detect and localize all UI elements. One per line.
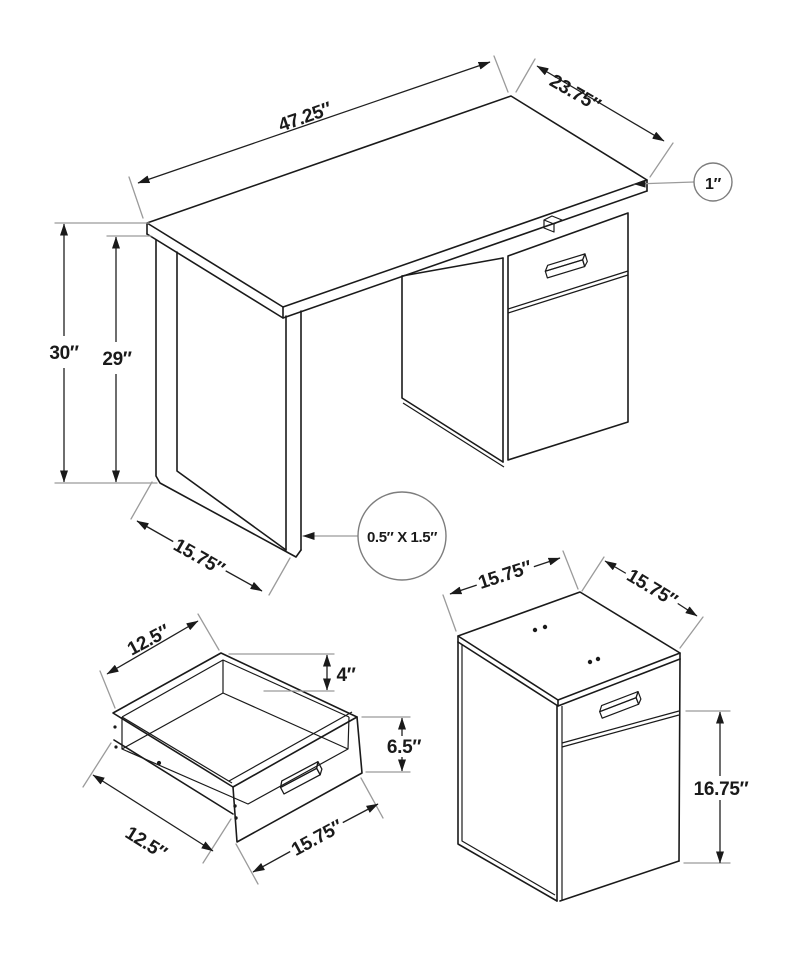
- desk-clearance-dimension: [98, 236, 151, 482]
- desk-metal-leg: [156, 240, 301, 557]
- cabinet-top-width-dimension: [582, 557, 703, 648]
- cabinet-door-height-dimension: [684, 711, 752, 863]
- desk-cabinet: [402, 213, 628, 467]
- desk-top-panel: [147, 96, 647, 318]
- desk-clearance-label: 29″: [102, 349, 132, 370]
- mounting-bracket: [544, 216, 562, 232]
- desk-height-label: 30″: [49, 343, 79, 364]
- desk-figure: [46, 56, 732, 595]
- drawer-handle: [278, 762, 324, 794]
- cam-hole: [157, 761, 161, 765]
- drawer-inner-depth-dimension: [229, 654, 356, 691]
- leg-tube-callout: [303, 492, 446, 580]
- desk-drawer-handle: [544, 254, 589, 278]
- leg-depth-dimension: [131, 482, 290, 595]
- cabinet-door-height-label: 16.75″: [693, 779, 749, 800]
- leg-tube-label: 0.5″ X 1.5″: [366, 529, 438, 546]
- cabinet-top-width-label: 15.75″: [622, 565, 681, 612]
- cam-hole: [543, 625, 547, 629]
- drawer-figure: [83, 614, 425, 884]
- desk-thickness-callout: [634, 163, 732, 201]
- cabinet-top-depth-dimension: [443, 551, 578, 631]
- leg-depth-label: 15.75″: [169, 534, 228, 581]
- drawer-bottom-width-label: 12.5″: [121, 822, 171, 865]
- drawer-front-height-label: 6.5″: [386, 737, 422, 758]
- desk-thickness-label: 1″: [705, 176, 721, 193]
- drawer-top-width-dimension: [100, 614, 219, 708]
- desk-depth-label: 23.75″: [545, 70, 604, 117]
- cabinet-top-depth-label: 15.75″: [475, 557, 535, 594]
- cam-hole: [113, 725, 116, 728]
- cam-hole: [533, 628, 537, 632]
- cabinet-figure: [443, 551, 752, 901]
- cam-hole: [114, 745, 117, 748]
- desk-width-dimension: [129, 56, 508, 218]
- drawer-box: [113, 653, 362, 842]
- desk-depth-dimension: [516, 59, 673, 177]
- drawer-top-width-label: 12.5″: [124, 620, 174, 661]
- cabinet-box: [458, 592, 680, 901]
- drawer-front-width-label: 15.75″: [288, 816, 347, 861]
- cabinet-drawer-handle: [598, 692, 642, 719]
- cam-hole: [234, 816, 237, 819]
- cam-hole: [588, 660, 592, 664]
- drawer-front-height-dimension: [362, 717, 425, 772]
- cam-hole: [596, 657, 600, 661]
- drawer-bottom-width-dimension: [83, 743, 231, 864]
- cam-hole: [233, 804, 236, 807]
- desk-width-label: 47.25″: [275, 98, 335, 137]
- drawer-inner-depth-label: 4″: [336, 665, 356, 686]
